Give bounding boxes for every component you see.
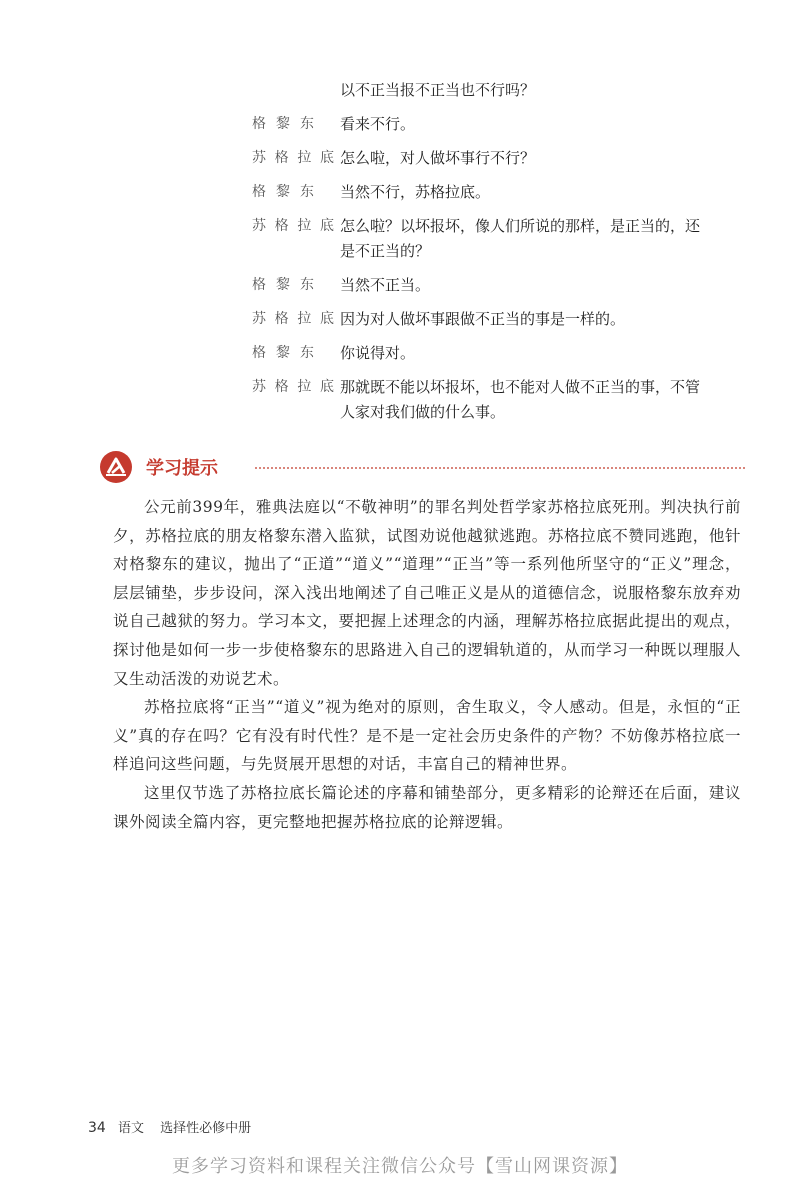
dialogue-text: 是不正当的？ [340,242,431,260]
dialogue-text: 当然不行，苏格拉底。 [340,183,491,201]
dialogue-line [252,375,752,400]
dialogue-continuation [252,239,752,264]
speaker-name: 格黎东 [252,277,324,293]
dialogue-text: 因为对人做坏事跟做不正当的事是一样的。 [340,310,626,328]
speaker-name: 格黎东 [252,184,324,200]
study-tips-logo-icon [100,451,132,483]
tips-paragraph: 这里仅节选了苏格拉底长篇论述的序幕和铺垫部分，更多精彩的论辩还在后面，建议课外阅读全篇内容，更完整地把握苏格拉底的论辩逻辑。 [113,783,741,831]
tips-paragraph: 苏格拉底将“正当”“道义”视为绝对的原则，舍生取义，令人感动。但是，永恒的“正义”真的存在吗？它有没有时代性？是不是一定社会历史条件的产物？不妨像苏格拉底一样追问这些问题，与先贤展开思想的对话，丰富自己的精神世界。 [113,698,741,774]
dialogue-line [252,307,752,332]
dialogue-text: 人家对我们做的什么事。 [340,403,506,421]
dialogue-text: 怎么啦，对人做坏事行不行？ [340,149,536,167]
dialogue-text: 当然不正当。 [340,276,431,294]
dialogue-text: 那就既不能以坏报坏，也不能对人做不正当的事，不管 [340,378,701,396]
dialogue-continuation [252,400,752,425]
watermark-text: 更多学习资料和课程关注微信公众号【雪山网课资源】 [172,1156,628,1177]
dialogue-text: 以不正当报不正当也不行吗？ [340,81,536,99]
dialogue-text: 你说得对。 [340,344,416,362]
page-number: 34 [88,1120,106,1136]
tips-paragraph: 公元前399年，雅典法庭以“不敬神明”的罪名判处哲学家苏格拉底死刑。判决执行前夕，苏格拉底的朋友格黎东潜入监狱，试图劝说他越狱逃跑。苏格拉底不赞同逃跑，他针对格黎东的建议，抛出了“正道”“道义”“道理”“正当”等一系列他所坚守的“正义”理念，层层铺垫，步步设问，深入浅出地阐述了自己唯正义是从的道德信念，说服格黎东放弃劝说自己越狱的努力。学习本文，要把握上述理念的内涵，理解苏格拉底据此提出的观点，探讨他是如何一步一步使格黎东的思路进入自己的逻辑轨道的，从而学习一种既以理服人又生动活泼的劝说艺术。 [113,498,741,688]
dialogue-text: 看来不行。 [340,115,416,133]
dotted-divider [255,467,745,469]
speaker-name: 苏格拉底 [252,218,334,234]
speaker-name: 苏格拉底 [252,379,334,395]
dialogue-line [252,146,752,171]
dialogue-line [252,112,752,137]
dialogue-line [252,78,752,103]
dialogue-text: 怎么啦？以坏报坏，像人们所说的那样，是正当的，还 [340,217,701,235]
dialogue-line [252,273,752,298]
study-tips-title: 学习提示 [146,458,218,479]
page-footer [88,1117,251,1136]
dialogue-line [252,214,752,239]
speaker-name: 格黎东 [252,116,324,132]
speaker-name: 苏格拉底 [252,311,334,327]
dialogue-block [252,78,752,434]
footer-book-title: 选择性必修中册 [160,1121,252,1136]
dialogue-line [252,341,752,366]
speaker-name: 苏格拉底 [252,150,334,166]
study-tips-body [113,493,741,836]
dialogue-line [252,180,752,205]
study-tips-header [100,451,745,483]
footer-subject: 语文 [117,1121,144,1136]
speaker-name: 格黎东 [252,345,324,361]
